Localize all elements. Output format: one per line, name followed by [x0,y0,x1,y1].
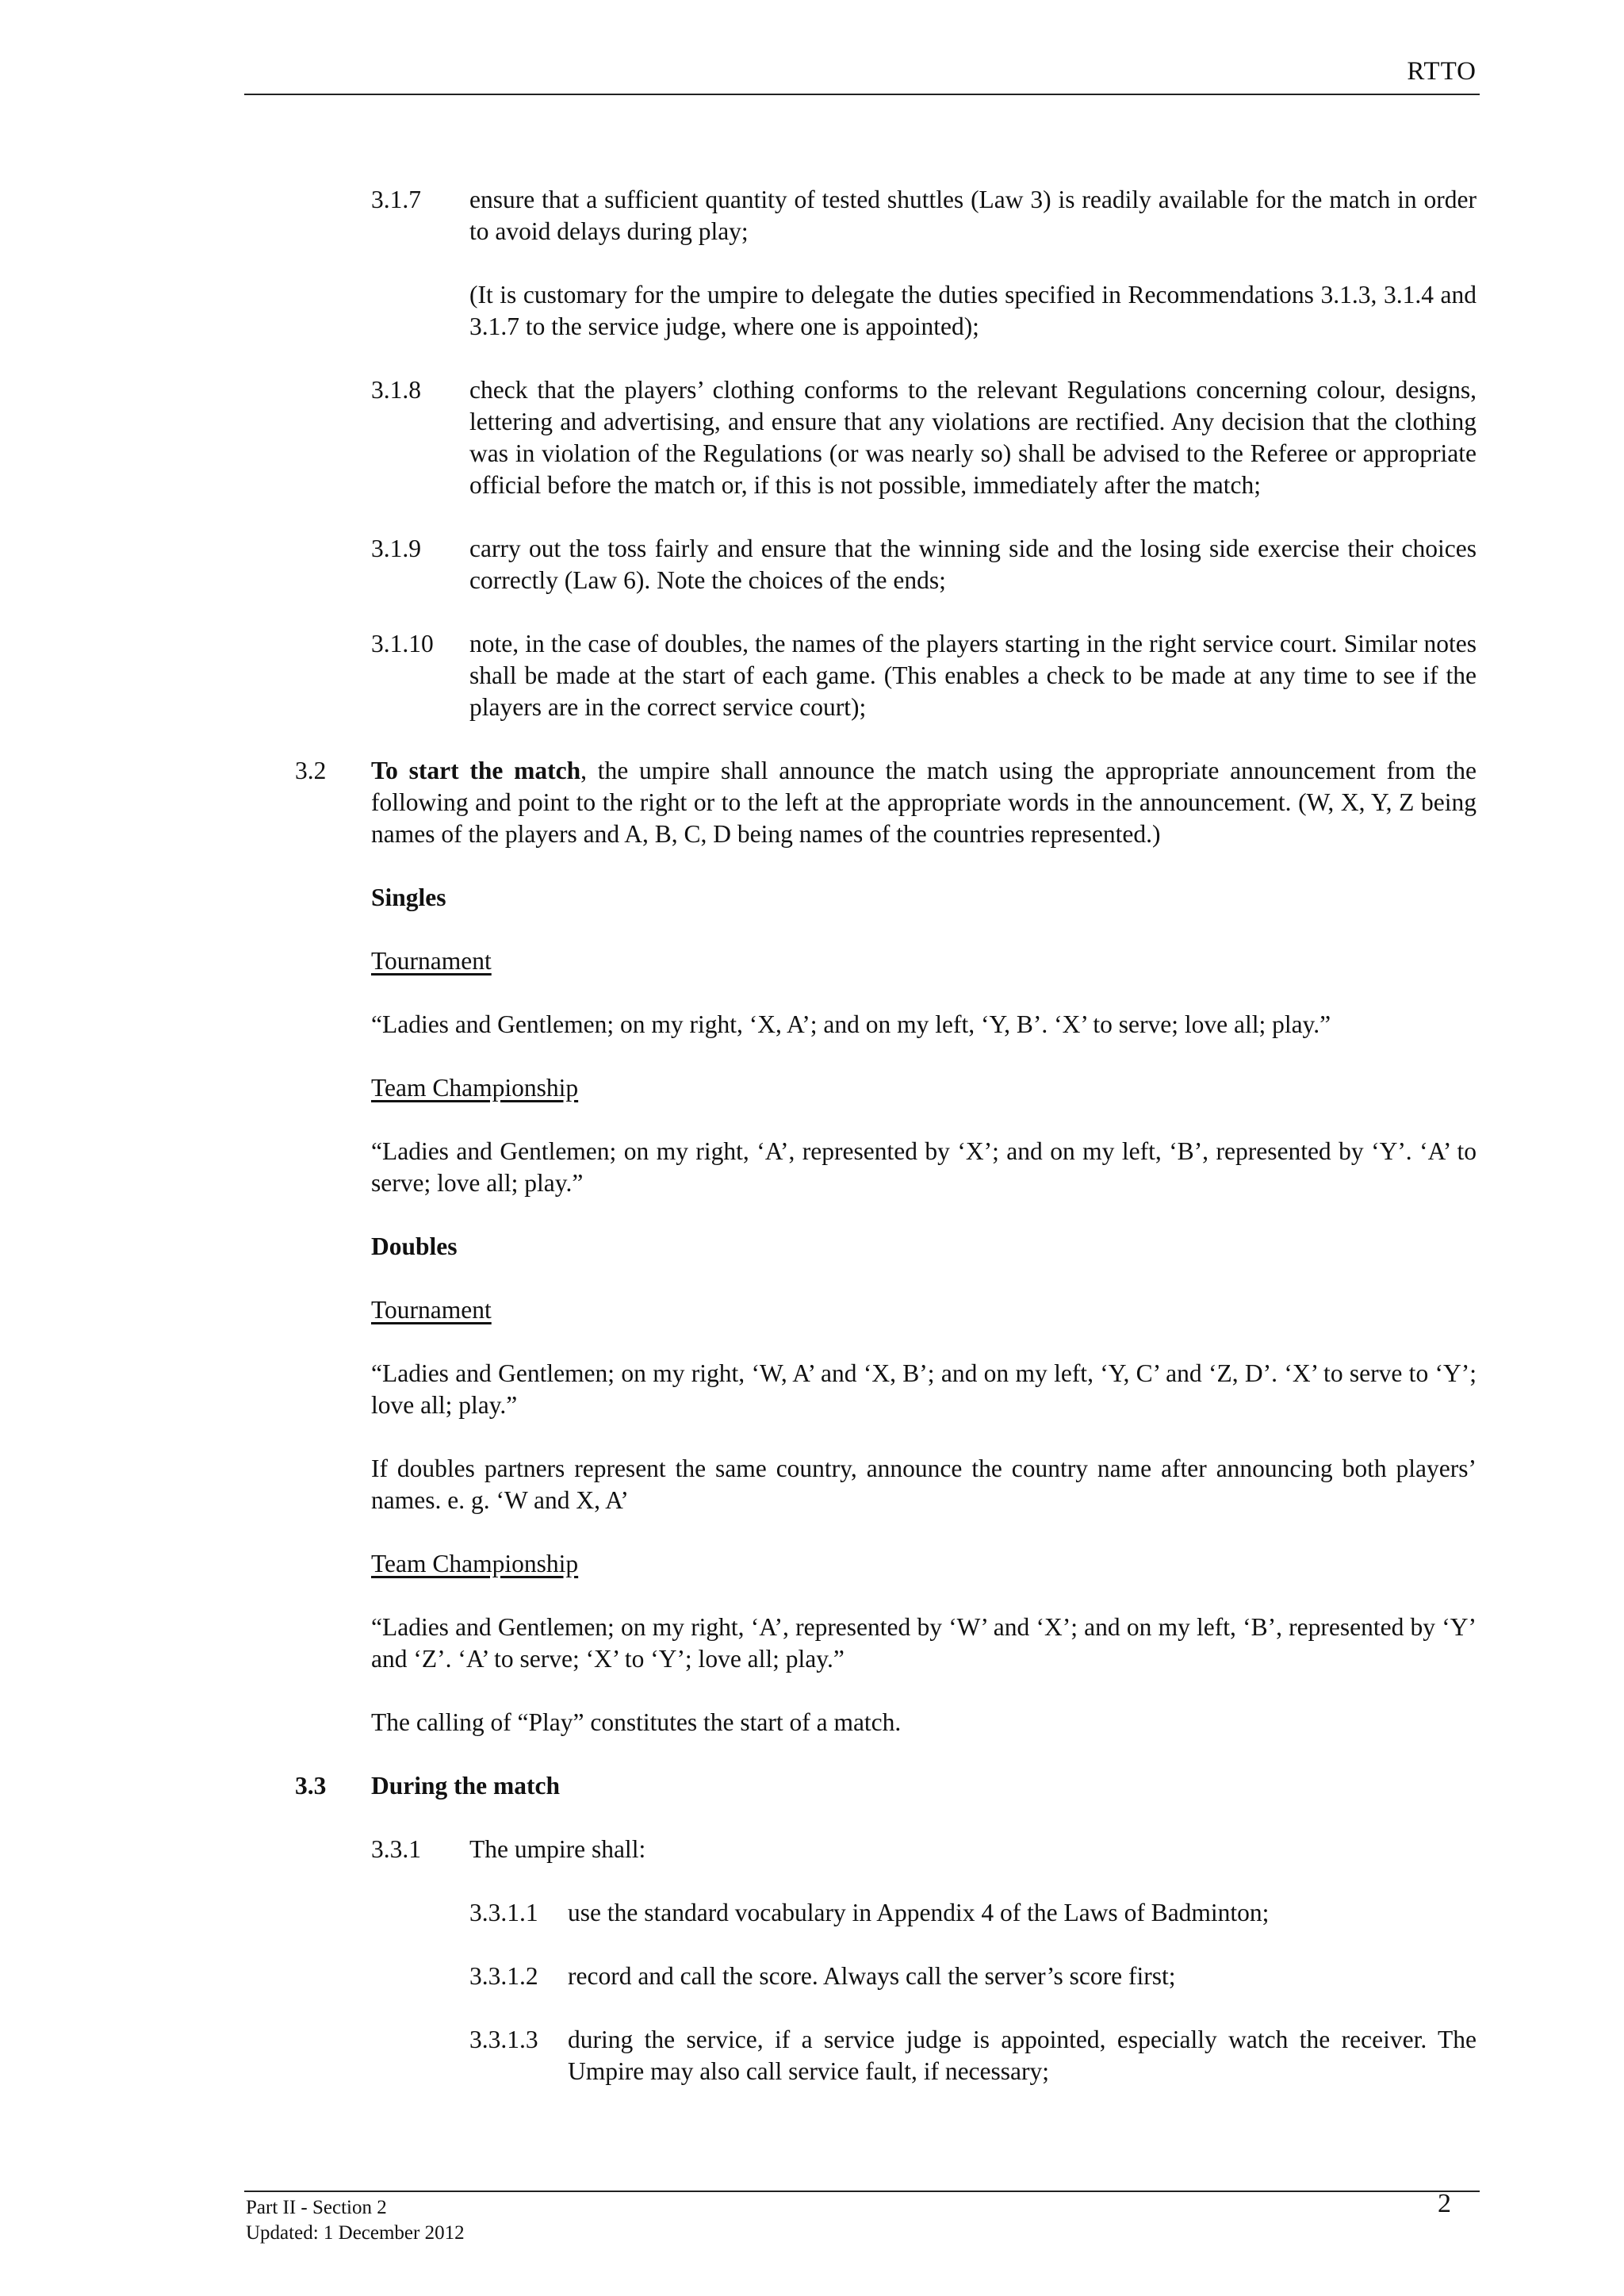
clause-3-3-1-1 [0,1897,1624,1929]
footer-updated: Updated: 1 December 2012 [246,2222,465,2244]
page-number: 2 [1438,2189,1451,2218]
clause-lead-in: To start the match [371,757,581,784]
footer-rule [244,2191,1480,2192]
doubles-tournament-label: Tournament [371,1296,492,1324]
clause-body: , the umpire shall announce the match using the appropriate announcement from the following and point to the right or to the left at the appropriate words in the announcement. (W, X, Y, Z being names of the players and A, B, C, D being names of the countries represented.) [371,757,1477,848]
clause-3-1-7 [0,184,1624,247]
clause-number: 3.1.9 [371,535,421,562]
singles-team-announcement: “Ladies and Gentlemen; on my right, ‘A’, represented by ‘X’; and on my left, ‘B’, represented by ‘Y’. ‘A’ to serve; love all; play.” [371,1137,1477,1197]
clause-text [371,755,1477,850]
clause-3-1-7-note: (It is customary for the umpire to delegate the duties specified in Recommendations 3.1.3, 3.1.4 and 3.1.7 to the service judge, where one is appointed); [469,281,1477,340]
clause-3-2 [0,755,1624,850]
clause-text: record and call the score. Always call the server’s score first; [568,1962,1176,1990]
singles-team-label: Team Championship [371,1074,579,1102]
footer-section: Part II - Section 2 [246,2197,387,2218]
clause-3-3 [0,1770,1624,1802]
clause-3-3-1-3 [0,2024,1624,2087]
clause-number: 3.1.10 [371,630,434,657]
document-body [0,184,1624,2087]
singles-heading: Singles [371,884,446,911]
play-start-note: The calling of “Play” constitutes the start of a match. [371,1708,902,1736]
clause-number: 3.1.7 [371,186,421,213]
clause-text: during the service, if a service judge is appointed, especially watch the receiver. The Umpire may also call service fault, if necessary; [568,2026,1477,2085]
clause-3-3-1 [0,1834,1624,1865]
clause-number: 3.3.1.3 [469,2026,538,2053]
clause-3-1-8 [0,374,1624,501]
clause-3-1-10 [0,628,1624,723]
clause-text: carry out the toss fairly and ensure that the winning side and the losing side exercise their choices correctly (Law 6). Note the choices of the ends; [469,535,1477,594]
header-rule [244,94,1480,95]
doubles-tournament-announcement: “Ladies and Gentlemen; on my right, ‘W, A’ and ‘X, B’; and on my left, ‘Y, C’ and ‘Z, D’. ‘X’ to serve to ‘Y’; love all; play.” [371,1359,1477,1419]
running-header: RTTO [1407,57,1477,86]
doubles-team-label: Team Championship [371,1550,579,1577]
clause-text: ensure that a sufficient quantity of tested shuttles (Law 3) is readily available for the match in order to avoid delays during play; [469,186,1477,245]
doubles-same-country-note: If doubles partners represent the same country, announce the country name after announcing both players’ names. e. g. ‘W and X, A’ [371,1455,1477,1514]
clause-text: check that the players’ clothing conforms to the relevant Regulations concerning colour, designs, lettering and advertising, and ensure that any violations are rectified. Any decision that the clothing was in violation of the Regulations (or was nearly so) shall be advised to the Referee or appropriate official before the match or, if this is not possible, immediately after the match; [469,376,1477,499]
clause-number: 3.3.1.2 [469,1962,538,1990]
clause-number: 3.3.1 [371,1835,421,1863]
footer-info [246,2195,465,2246]
singles-tournament-label: Tournament [371,947,492,975]
clause-3-1-9 [0,533,1624,596]
clause-text: use the standard vocabulary in Appendix 4 of the Laws of Badminton; [568,1899,1270,1926]
clause-number: 3.1.8 [371,376,421,404]
singles-tournament-announcement: “Ladies and Gentlemen; on my right, ‘X, A’; and on my left, ‘Y, B’. ‘X’ to serve; love all; play.” [371,1010,1331,1038]
clause-text: The umpire shall: [469,1835,646,1863]
clause-number: 3.3.1.1 [469,1899,538,1926]
clause-text: note, in the case of doubles, the names of the players starting in the right service court. Similar notes shall be made at the start of each game. (This enables a check to be made at any time to see if the players are in the correct service court); [469,630,1477,721]
clause-heading: During the match [371,1772,560,1800]
clause-3-3-1-2 [0,1961,1624,1992]
clause-number: 3.2 [295,757,327,784]
doubles-heading: Doubles [371,1232,458,1260]
doubles-team-announcement: “Ladies and Gentlemen; on my right, ‘A’, represented by ‘W’ and ‘X’; and on my left, ‘B’, represented by ‘Y’ and ‘Z’. ‘A’ to serve; ‘X’ to ‘Y’; love all; play.” [371,1613,1477,1673]
clause-number: 3.3 [295,1772,327,1800]
